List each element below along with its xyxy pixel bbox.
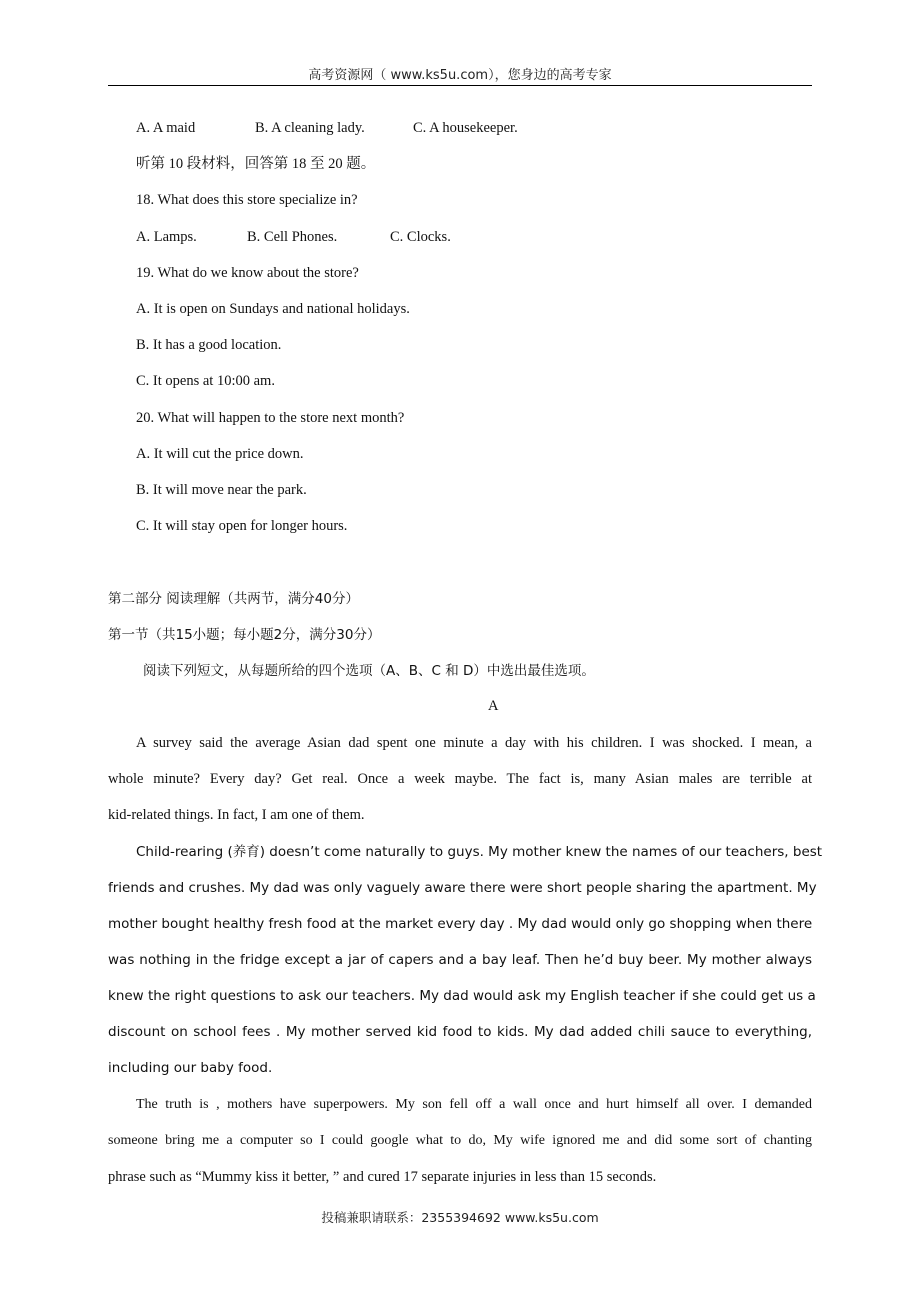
section10-intro: 听第 10 段材料，回答第 18 至 20 题。 (136, 156, 376, 172)
q18-option-a: A. Lamps. (136, 229, 197, 245)
q20-option-a: A. It will cut the price down. (136, 446, 304, 462)
passage-p1-line: kid-related things. In fact, I am one of them. (108, 807, 365, 823)
passage-p1-line: A survey said the average Asian dad spent one minute a day with his children. I was shocked. I mean, a (136, 735, 812, 751)
q19-option-a: A. It is open on Sundays and national holidays. (136, 301, 410, 317)
q17-options (136, 118, 518, 138)
q19-option-c: C. It opens at 10:00 am. (136, 373, 275, 389)
passage-p2-line: knew the right questions to ask our teachers. My dad would ask my English teacher if she could get us a (108, 988, 816, 1004)
q18-question: 18. What does this store specialize in? (136, 192, 358, 208)
page-footer: 投稿兼职请联系：2355394692 www.ks5u.com (321, 1210, 599, 1225)
page-header: 高考资源网（ www.ks5u.com），您身边的高考专家 (308, 68, 612, 83)
q18-option-c: C. Clocks. (390, 229, 451, 245)
passage-p3-line: The truth is , mothers have superpowers. My son fell off a wall once and hurt himself all over. I demanded (136, 1097, 812, 1112)
passage-p3-line: someone bring me a computer so I could google what to do, My wife ignored me and did some sort of chanting (108, 1133, 812, 1148)
q20-option-c: C. It will stay open for longer hours. (136, 518, 348, 534)
q20-question: 20. What will happen to the store next month? (136, 410, 405, 426)
passage-p2-line: Child-rearing (养育) doesn’t come naturally to guys. My mother knew the names of our teachers, best (136, 844, 823, 860)
q17-option-c: C. A housekeeper. (413, 120, 518, 136)
q18-option-b: B. Cell Phones. (247, 229, 338, 245)
passage-p2-line: was nothing in the fridge except a jar of capers and a bay leaf. Then he’d buy beer. My mother always (108, 952, 812, 968)
section1-title: 第一节（共15小题；每小题2分，满分30分） (108, 627, 381, 643)
q18-options (136, 227, 451, 247)
reading-instructions: 阅读下列短文，从每题所给的四个选项（A、B、C 和 D）中选出最佳选项。 (143, 663, 595, 679)
passage-p2-line: friends and crushes. My dad was only vaguely aware there were short people sharing the apartment. My (108, 880, 817, 896)
q19-option-b: B. It has a good location. (136, 337, 282, 353)
q20-option-b: B. It will move near the park. (136, 482, 307, 498)
passage-p2-line: including our baby food. (108, 1060, 273, 1076)
q19-question: 19. What do we know about the store? (136, 265, 359, 281)
passage-p3-line: phrase such as “Mummy kiss it better, ” and cured 17 separate injuries in less than 15 seconds. (108, 1169, 657, 1185)
passage-label: A (488, 698, 499, 714)
passage-p2-line: mother bought healthy fresh food at the market every day . My dad would only go shopping when there (108, 916, 813, 932)
passage-p2-line: discount on school fees . My mother served kid food to kids. My dad added chili sauce to everything, (108, 1024, 812, 1040)
part2-title: 第二部分 阅读理解（共两节，满分40分） (108, 591, 359, 607)
q17-option-b: B. A cleaning lady. (255, 120, 365, 136)
passage-p1-line: whole minute? Every day? Get real. Once a week maybe. The fact is, many Asian males are terrible at (108, 771, 812, 787)
q17-option-a: A. A maid (136, 120, 196, 136)
header-rule (108, 85, 812, 86)
